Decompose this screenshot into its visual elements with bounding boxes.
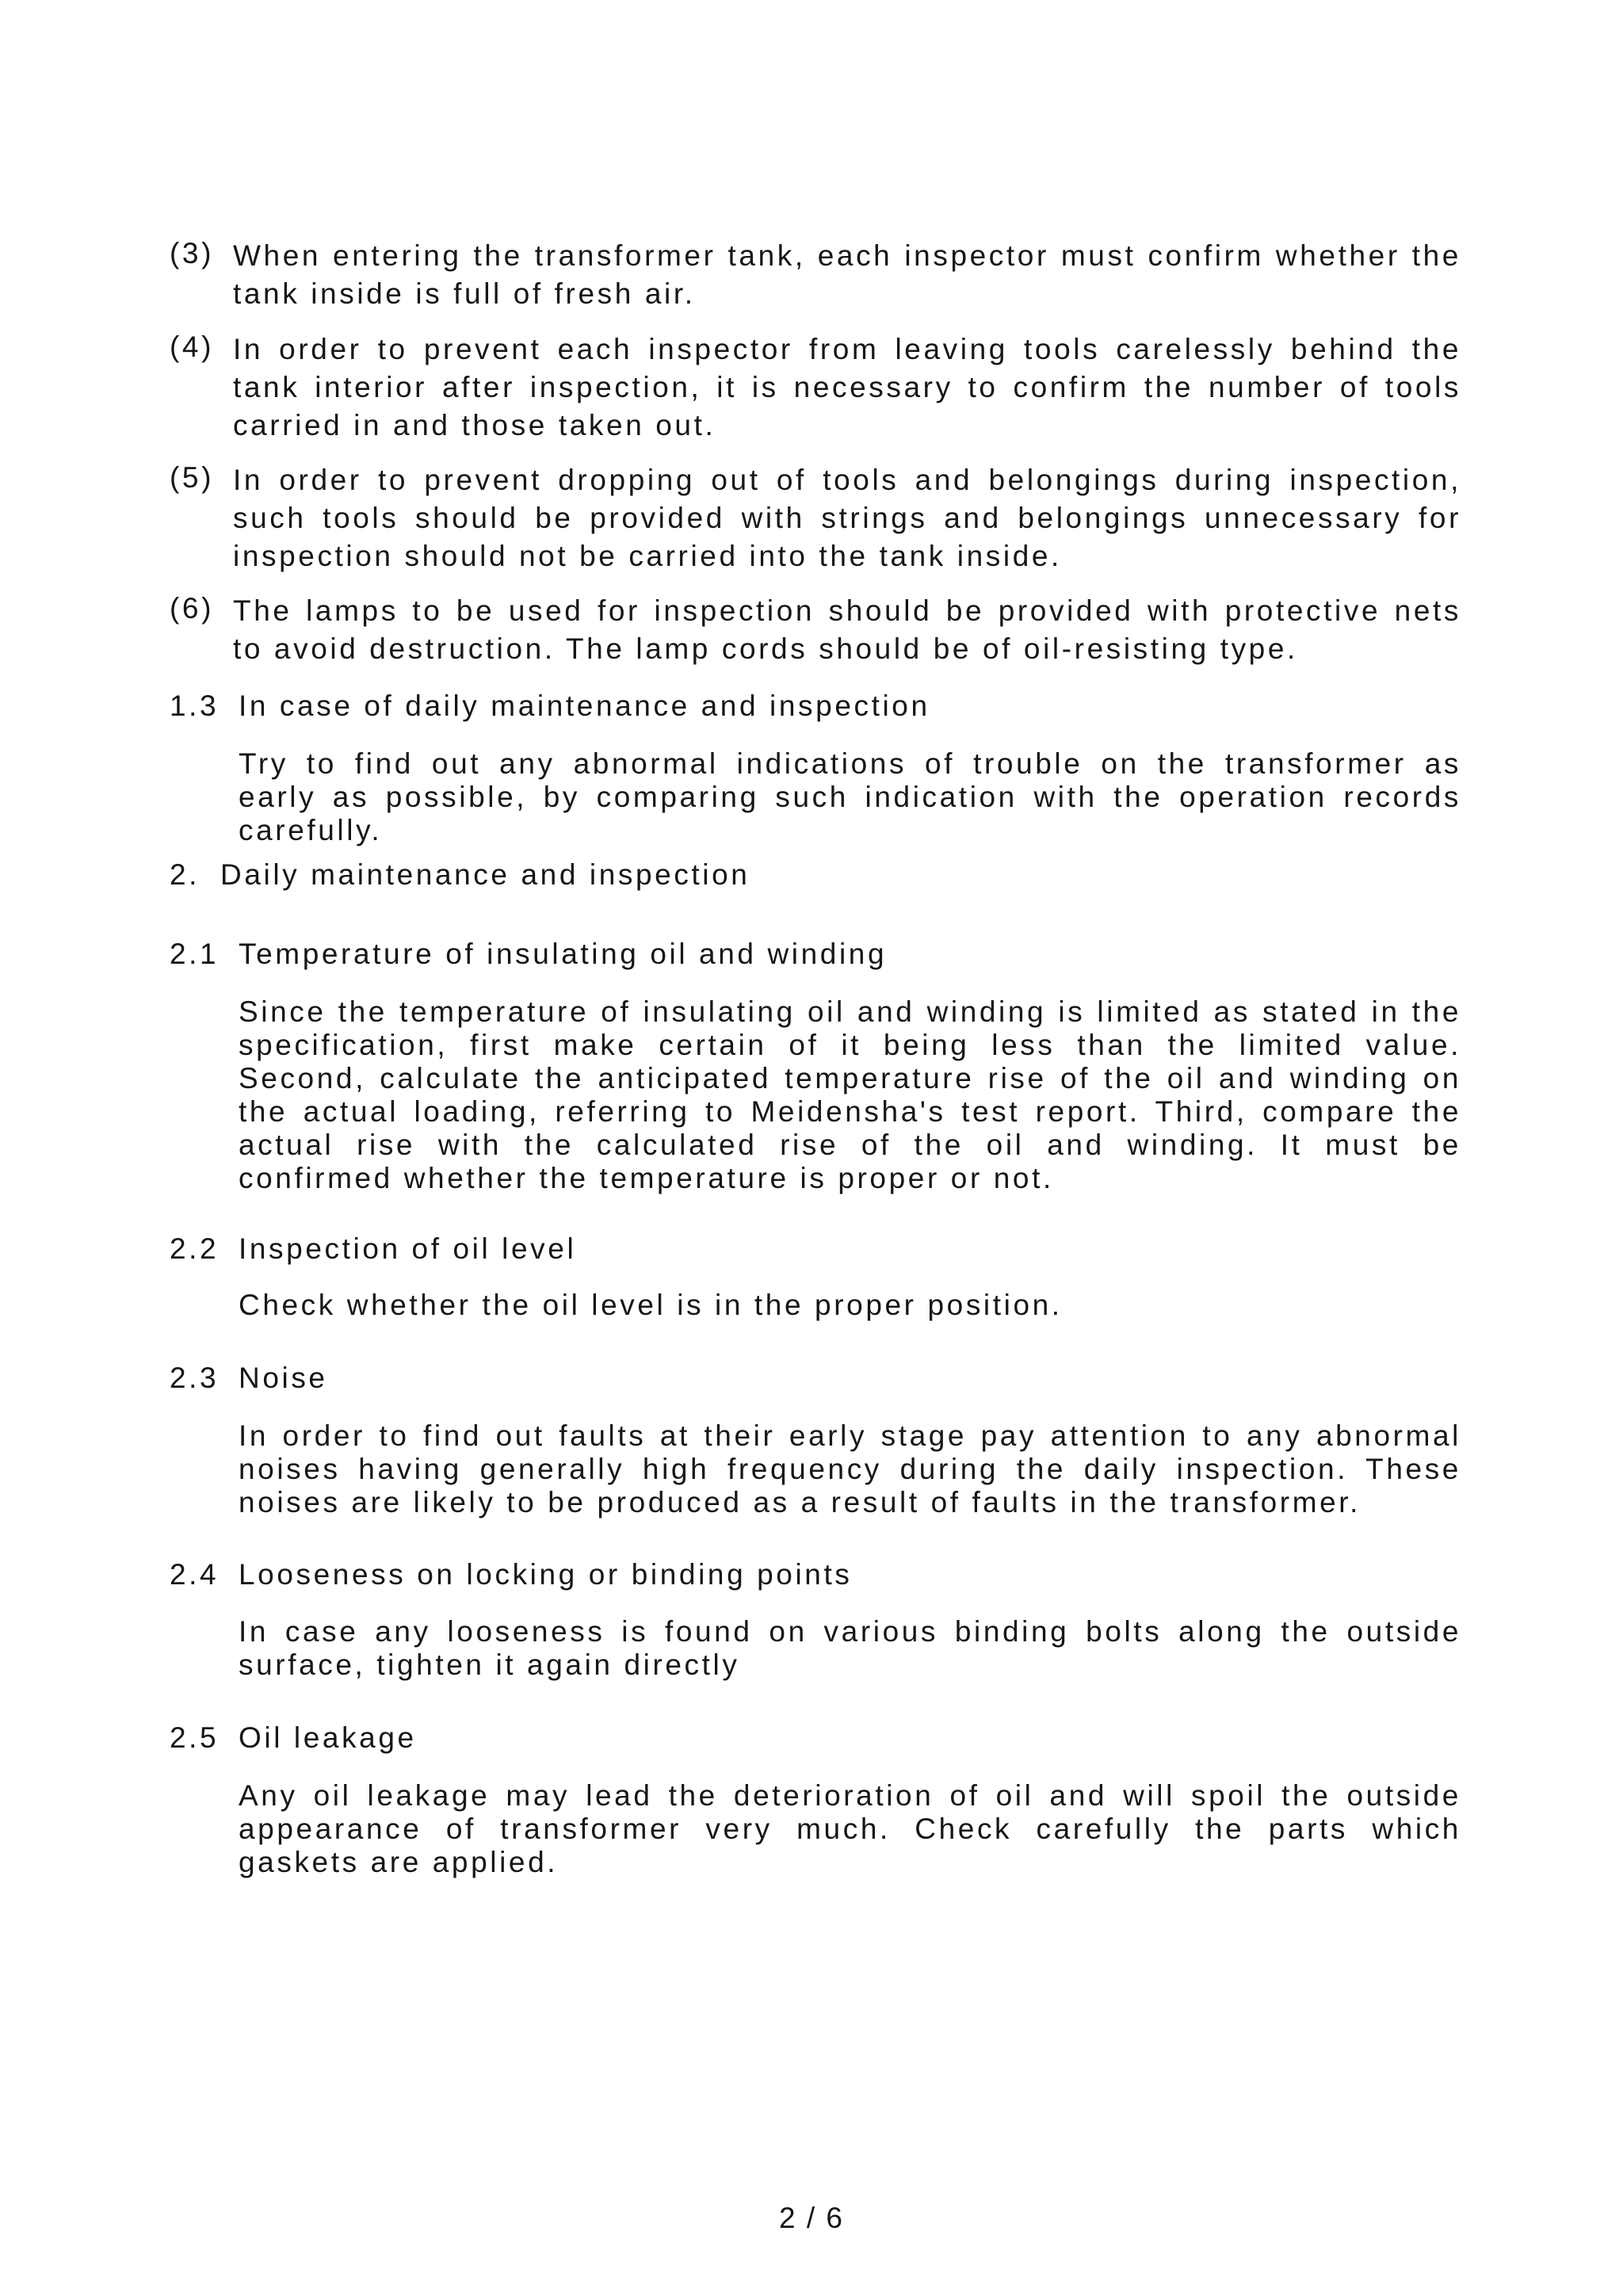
section-body: In order to find out faults at their early stage pay attention to any abnormal noises having generally high frequency during the daily inspection. These noises are likely to be produced as a result of faults in the transformer. (239, 1419, 1461, 1519)
item-number: (5) (170, 461, 215, 494)
section-body: Any oil leakage may lead the deterioration of oil and will spoil the outside appearance of transformer very much. Check carefully the parts which gaskets are applied. (239, 1779, 1461, 1878)
section-heading: Daily maintenance and inspection (220, 858, 750, 891)
item-number: (6) (170, 592, 215, 625)
item-text: In order to prevent each inspector from leaving tools carelessly behind the tank interior after inspection, it is necessary to confirm the number of tools carried in and those taken out. (233, 333, 1461, 441)
section-heading: Noise (239, 1362, 328, 1394)
item-text: In order to prevent dropping out of tools and belongings during inspection, such tools should be provided with strings and belongings unnecessary for inspection should not be carried into the tank inside. (233, 464, 1461, 572)
section-heading: Inspection of oil level (239, 1232, 577, 1265)
section-number: 2.4 (170, 1558, 220, 1591)
section-body: In case any looseness is found on various binding bolts along the outside surface, tighten it again directly (239, 1615, 1461, 1681)
section-number: 2.3 (170, 1362, 220, 1394)
section-body: Since the temperature of insulating oil and winding is limited as stated in the specification, first make certain of it being less than the limited value. Second, calculate the anticipated temperature rise of the oil and winding on the actual loading, referring to Meidensha's test report. Third, compare the actual rise with the calculated rise of the oil and winding. It must be confirmed whether the temperature is proper or not. (239, 995, 1461, 1194)
item-text: When entering the transformer tank, each inspector must confirm whether the tank inside is full of fresh air. (233, 239, 1461, 310)
item-number: (3) (170, 237, 215, 269)
section-number: 2.5 (170, 1721, 220, 1754)
item-number: (4) (170, 330, 215, 363)
section-heading: Temperature of insulating oil and winding (239, 938, 888, 970)
section-number: 2. (170, 858, 200, 891)
section-heading: Looseness on locking or binding points (239, 1558, 853, 1591)
section-body: Check whether the oil level is in the proper position. (239, 1289, 1063, 1321)
section-heading: In case of daily maintenance and inspection (239, 690, 930, 722)
section-body: Try to find out any abnormal indications of trouble on the transformer as early as possible, by comparing such indication with the operation records carefully. (239, 747, 1461, 846)
page-number: 2 / 6 (779, 2202, 844, 2234)
item-text: The lamps to be used for inspection should be provided with protective nets to avoid destruction. The lamp cords should be of oil-resisting type. (233, 594, 1461, 665)
section-number: 2.1 (170, 938, 220, 970)
section-heading: Oil leakage (239, 1721, 417, 1754)
section-number: 2.2 (170, 1232, 220, 1265)
section-number: 1.3 (170, 690, 220, 722)
